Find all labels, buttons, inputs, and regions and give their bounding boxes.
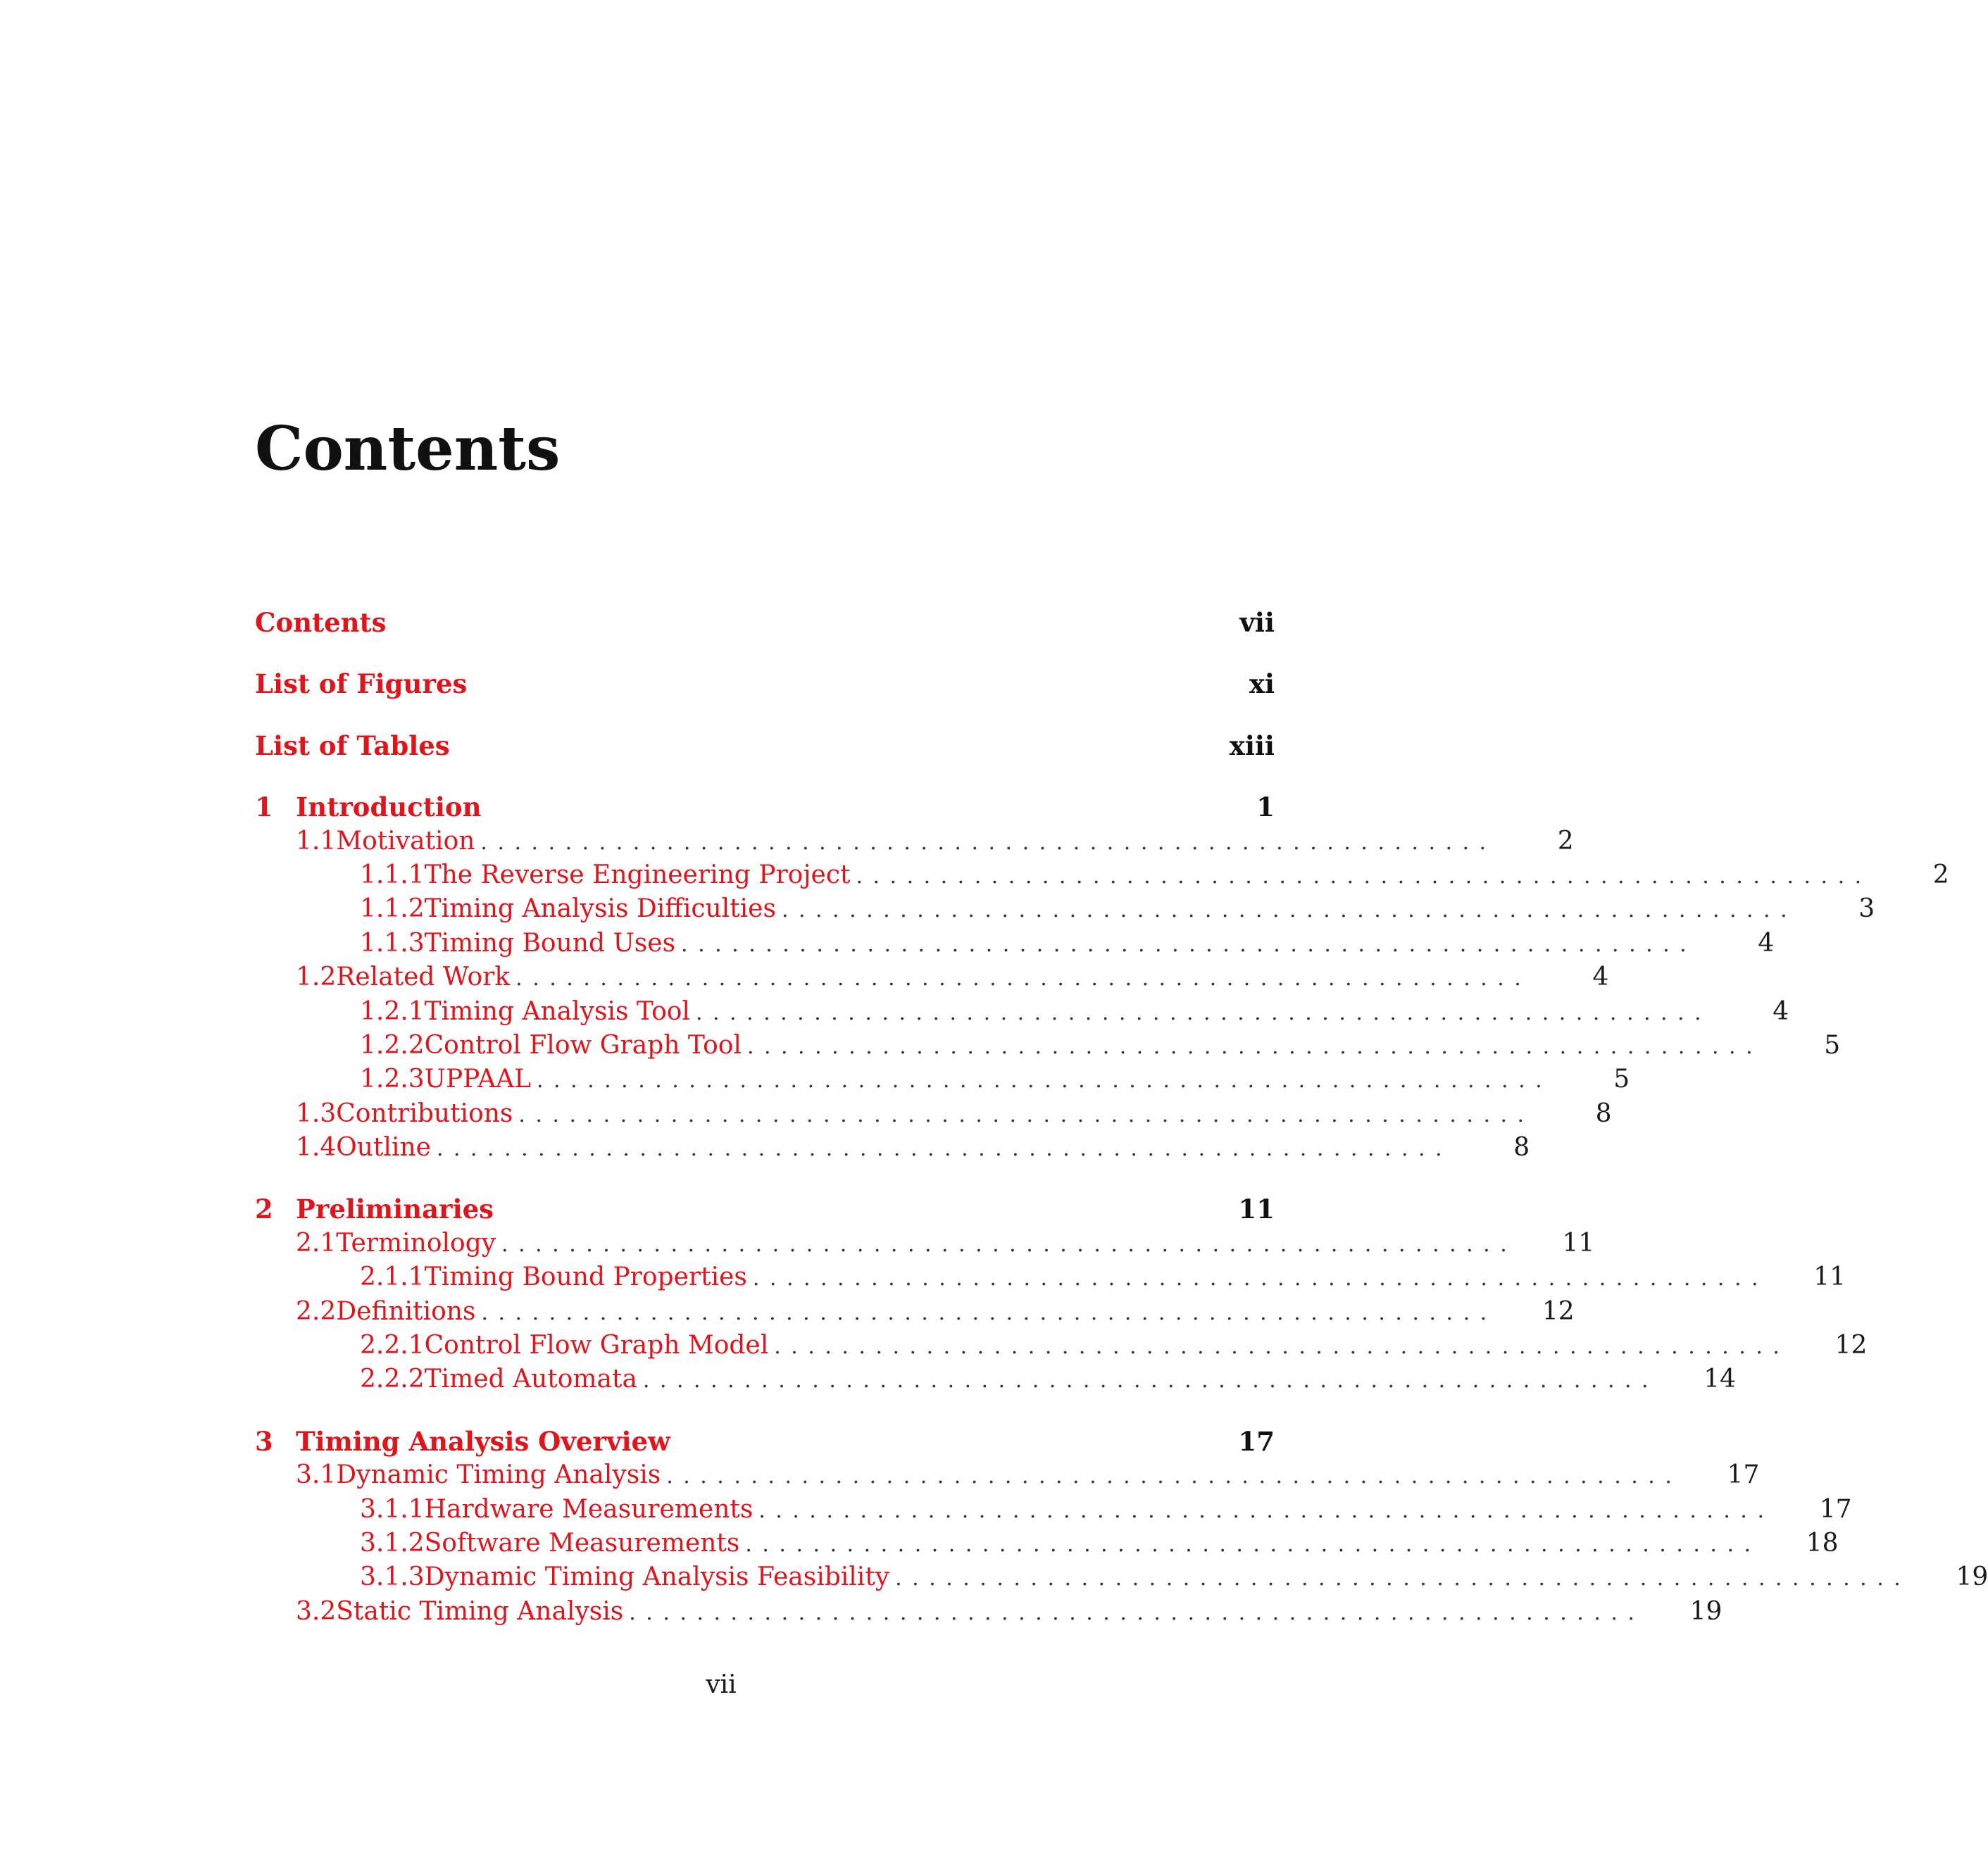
dot-leader: ............................................................ [629,1600,1645,1625]
toc-entry-title[interactable]: Software Measurements [424,1528,740,1558]
toc-section-entry[interactable] [255,1131,1530,1165]
toc-entry-title[interactable]: Timing Analysis Overview [296,1425,670,1457]
dot-leader: ............................................................ [746,1034,1763,1059]
toc-entry-number[interactable]: 3 [255,1425,273,1457]
toc-page-number: 4 [1592,963,1609,992]
dot-leader: ............................................................ [781,898,1798,923]
toc-section-entry[interactable] [255,825,1574,858]
toc-entry-number[interactable]: 3.1.2 [360,1528,425,1558]
toc-subsection-entry[interactable] [255,1260,1846,1294]
toc-entry-number[interactable]: 1.2 [296,963,337,992]
toc-entry-title[interactable]: Hardware Measurements [424,1494,754,1524]
toc-entry-title[interactable]: Timing Analysis Difficulties [424,894,776,924]
table-of-contents [255,606,1988,1629]
toc-page-number: 17 [1819,1494,1852,1524]
toc-chapter-entry[interactable] [255,606,1275,639]
toc-page-number: 3 [1858,894,1875,924]
dot-leader: ............................................................ [666,1464,1682,1489]
toc-entry-title[interactable]: UPPAAL [424,1065,531,1094]
toc-entry-title[interactable]: Contents [255,607,387,638]
toc-entry-number[interactable]: 1.2.3 [360,1065,425,1094]
toc-page-number: 5 [1824,1030,1841,1060]
toc-chapter-entry[interactable] [255,667,1275,701]
toc-page-number: xi [1249,668,1275,700]
toc-entry-number[interactable]: 2.1 [296,1228,337,1258]
toc-section-entry[interactable] [255,960,1609,994]
toc-entry-number[interactable]: 2.2.2 [360,1365,425,1394]
dot-leader: ............................................................ [745,1532,1761,1557]
toc-page-number: 11 [1813,1263,1846,1292]
toc-entry-number[interactable]: 1.3 [296,1098,337,1128]
toc-entry-title[interactable]: Related Work [336,963,511,992]
toc-entry-title[interactable]: Preliminaries [296,1194,494,1225]
toc-entry-title[interactable]: Dynamic Timing Analysis [336,1460,661,1490]
dot-leader: ............................................................ [695,1000,1712,1025]
toc-subsection-entry[interactable] [255,1560,1988,1594]
dot-leader: ............................................................ [501,1232,1518,1257]
toc-section-entry[interactable] [255,1595,1723,1629]
toc-entry-number[interactable]: 3.2 [296,1596,337,1626]
toc-entry-number[interactable]: 2.2 [296,1296,337,1326]
toc-entry-number[interactable]: 3.1.1 [360,1494,425,1524]
toc-section-entry[interactable] [255,1458,1760,1492]
toc-entry-title[interactable]: Definitions [336,1296,476,1326]
dot-leader: ............................................................ [481,1300,1497,1325]
toc-entry-title[interactable]: Timing Analysis Tool [424,996,690,1026]
toc-page-number: 18 [1806,1528,1839,1558]
toc-subsection-entry[interactable] [255,1363,1737,1396]
toc-page-number: 4 [1758,928,1775,958]
dot-leader: ............................................................ [480,829,1496,855]
dot-leader: ............................................................ [758,1498,1775,1523]
toc-entry-number[interactable]: 3.1 [296,1460,337,1490]
toc-entry-title[interactable]: Motivation [336,826,475,856]
page-title: Contents [255,413,561,484]
dot-leader: ............................................................ [895,1566,1911,1591]
toc-subsection-entry[interactable] [255,858,1949,892]
toc-entry-title[interactable]: Control Flow Graph Tool [424,1030,742,1060]
toc-entry-title[interactable]: Outline [336,1133,431,1163]
toc-entry-title[interactable]: The Reverse Engineering Project [424,860,851,889]
toc-entry-number[interactable]: 1 [255,791,273,823]
toc-entry-title[interactable]: Timed Automata [424,1365,637,1394]
dot-leader: ............................................................ [642,1368,1659,1394]
toc-page-number: 12 [1542,1296,1575,1326]
dot-leader: ............................................................ [518,1102,1534,1127]
toc-section-entry[interactable] [255,1097,1612,1131]
toc-section-entry[interactable] [255,1227,1595,1260]
toc-page-number: 2 [1557,826,1574,856]
toc-entry-number[interactable]: 1.1 [296,826,337,856]
toc-entry-number[interactable]: 2.2.1 [360,1331,425,1360]
toc-entry-number[interactable]: 1.1.3 [360,928,425,958]
toc-chapter-entry[interactable] [255,1424,1275,1458]
toc-page-number: 5 [1613,1065,1630,1094]
toc-entry-number[interactable]: 1.1.2 [360,894,425,924]
toc-page-number: 19 [1956,1563,1988,1592]
toc-entry-title[interactable]: Timing Bound Properties [424,1263,747,1292]
toc-entry-number[interactable]: 1.1.1 [360,860,425,889]
toc-entry-number[interactable]: 2 [255,1194,273,1225]
toc-subsection-entry[interactable] [255,995,1789,1029]
toc-subsection-entry[interactable] [255,1527,1839,1560]
dot-leader: ............................................................ [774,1334,1790,1360]
toc-subsection-entry[interactable] [255,1063,1630,1096]
toc-subsection-entry[interactable] [255,1329,1868,1363]
toc-subsection-entry[interactable] [255,1029,1841,1063]
dot-leader: ............................................................ [681,932,1697,957]
dot-leader: ............................................................ [515,966,1532,991]
toc-chapter-entry[interactable] [255,729,1275,763]
toc-page-number: 17 [1727,1460,1760,1490]
toc-page-number: 11 [1562,1228,1595,1258]
page-number: vii [706,1670,737,1699]
toc-page-number: 2 [1932,860,1949,889]
toc-page-number: 1 [1256,791,1275,823]
toc-entry-number[interactable]: 2.1.1 [360,1263,425,1292]
toc-page-number: 4 [1773,996,1789,1026]
toc-page-number: vii [1239,607,1275,638]
toc-entry-number[interactable]: 3.1.3 [360,1563,425,1592]
toc-page-number: 12 [1834,1331,1868,1360]
toc-entry-title[interactable]: Control Flow Graph Model [424,1331,769,1360]
toc-page-number: 8 [1595,1098,1612,1128]
toc-entry-title[interactable]: Contributions [336,1098,513,1128]
dot-leader: ............................................................ [537,1068,1553,1094]
toc-entry-title[interactable]: Static Timing Analysis [336,1596,624,1626]
toc-page-number: 19 [1689,1596,1723,1626]
toc-chapter-entry[interactable] [255,1192,1275,1226]
toc-page-number: 8 [1513,1133,1530,1163]
toc-entry-number[interactable]: 1.4 [296,1133,337,1163]
toc-entry-title[interactable]: Timing Bound Uses [424,928,676,958]
toc-section-entry[interactable] [255,1295,1575,1329]
dot-leader: ............................................................ [856,863,1872,889]
toc-entry-title[interactable]: List of Figures [255,668,468,700]
toc-subsection-entry[interactable] [255,892,1875,926]
toc-subsection-entry[interactable] [255,927,1775,960]
toc-entry-title[interactable]: Introduction [296,791,482,823]
toc-entry-number[interactable]: 1.2.1 [360,996,425,1026]
toc-entry-title[interactable]: Dynamic Timing Analysis Feasibility [424,1563,890,1592]
dot-leader: ............................................................ [436,1136,1453,1162]
toc-entry-number[interactable]: 1.2.2 [360,1030,425,1060]
toc-subsection-entry[interactable] [255,1493,1852,1527]
toc-page-number: 17 [1238,1425,1275,1457]
toc-chapter-entry[interactable] [255,790,1275,824]
dot-leader: ............................................................ [752,1266,1769,1291]
toc-entry-title[interactable]: List of Tables [255,730,450,761]
toc-page-number: xiii [1229,730,1275,761]
toc-page-number: 11 [1238,1194,1275,1225]
toc-entry-title[interactable]: Terminology [336,1228,496,1258]
toc-page-number: 14 [1703,1365,1737,1394]
